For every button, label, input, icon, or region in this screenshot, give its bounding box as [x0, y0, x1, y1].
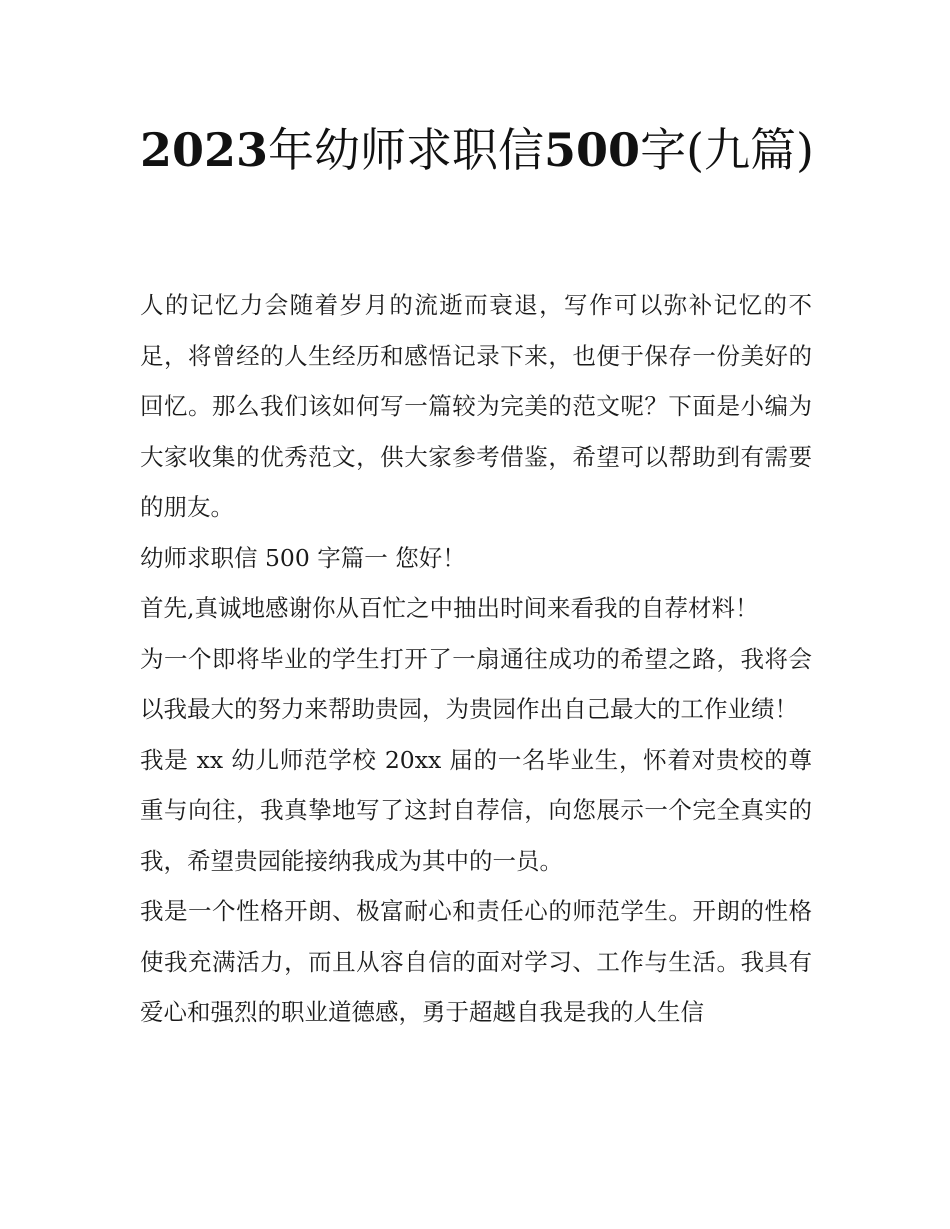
- title-suffix: 字(九篇): [640, 123, 814, 177]
- body-paragraph: 为一个即将毕业的学生打开了一扇通往成功的希望之路，我将会以我最大的努力来帮助贵园，为贵园作出自己最大的工作业绩！: [140, 644, 812, 723]
- document-title: [140, 112, 820, 188]
- body-paragraph: 我是 xx 幼儿师范学校 20xx 届的一名毕业生，怀着对贵校的尊重与向往，我真挚地写了这封自荐信，向您展示一个完全真实的我，希望贵园能接纳我成为其中的一员。: [140, 745, 812, 875]
- body-paragraph: 首先,真诚地感谢你从百忙之中抽出时间来看我的自荐材料！: [140, 594, 759, 622]
- section-heading: 幼师求职信 500 字篇一 您好！: [140, 543, 466, 572]
- title-year: 2023: [140, 123, 269, 177]
- body-paragraph: 我是一个性格开朗、极富耐心和责任心的师范学生。开朗的性格使我充满活力，而且从容自信的面对学习、工作与生活。我具有爱心和强烈的职业道德感，勇于超越自我是我的人生信: [140, 897, 812, 1026]
- title-text: 年幼师求职信: [268, 123, 545, 177]
- intro-paragraph: 人的记忆力会随着岁月的流逝而衰退，写作可以弥补记忆的不足，将曾经的人生经历和感悟记录下来，也便于保存一份美好的回忆。那么我们该如何写一篇较为完美的范文呢？下面是小编为大家收集的优秀范文，供大家参考借鉴，希望可以帮助到有需要的朋友。: [140, 291, 812, 521]
- document-body: [140, 280, 812, 1038]
- title-count: 500: [544, 123, 641, 177]
